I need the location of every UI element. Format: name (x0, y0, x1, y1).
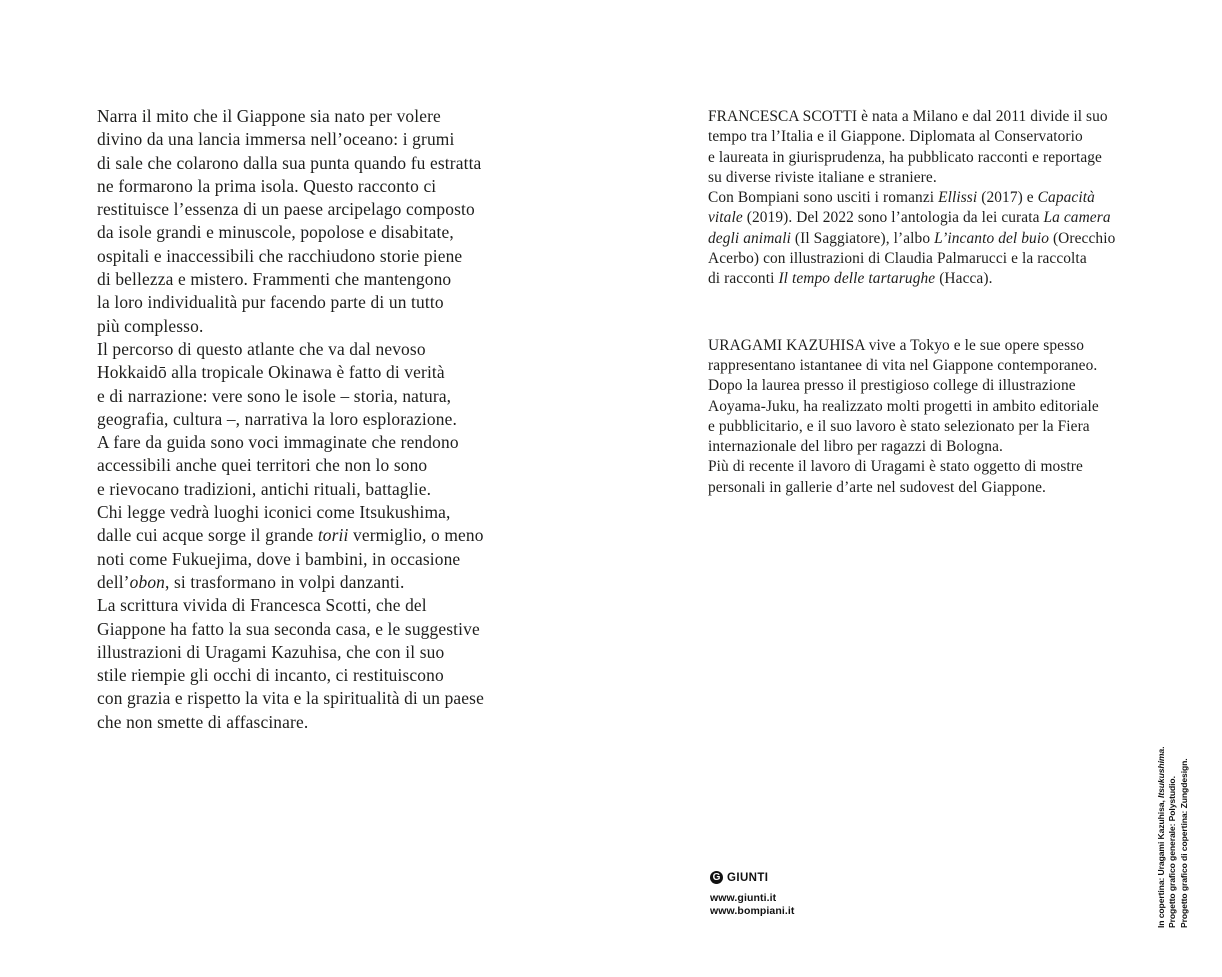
text-line: Narra il mito che il Giappone sia nato per volere (97, 106, 441, 126)
author-bios (708, 107, 1153, 498)
text-line: dalle cui acque sorge il grande torii vermiglio, o meno (97, 525, 484, 546)
text-line: dell’obon, si trasformano in volpi danzanti. (97, 571, 405, 592)
text-line: Acerbo) con illustrazioni di Claudia Palmarucci e la raccolta (708, 250, 1087, 268)
text-line: FRANCESCA SCOTTI è nata a Milano e dal 2011 divide il suo (708, 108, 1108, 125)
text-line: noti come Fukuejima, dove i bambini, in occasione (97, 548, 461, 569)
text-line: con grazia e rispetto la vita e la spiritualità di un paese (97, 688, 484, 709)
text-line: URAGAMI KAZUHISA vive a Tokyo e le sue opere spesso (708, 336, 1085, 354)
text-line: stile riempie gli occhi di incanto, ci restituiscono (97, 665, 444, 686)
text-line: Progetto grafico generale: Polystudio. (1167, 776, 1178, 928)
text-line: vitale (2019). Del 2022 sono l’antologia da lei curata La camera (708, 209, 1111, 227)
text-line: e rievocano tradizioni, antichi rituali, battaglie. (97, 478, 432, 499)
text-line: da isole grandi e minuscole, popolose e disabitate, (97, 222, 454, 243)
text-line: rappresentano istantanee di vita nel Giappone contemporaneo. (708, 356, 1098, 374)
text-line: Il percorso di questo atlante che va dal nevoso (97, 338, 426, 359)
bio-francesca-scotti (708, 107, 1153, 290)
text-line: illustrazioni di Uragami Kazuhisa, che con il suo (97, 641, 445, 662)
text-line: ospitali e inaccessibili che racchiudono storie piene (97, 245, 463, 266)
bio-uragami-kazuhisa (708, 336, 1153, 498)
publisher-name: GIUNTI (727, 871, 769, 884)
text-line: personali in gallerie d’arte nel sudovest del Giappone. (708, 478, 1046, 496)
text-line: restituisce l’essenza di un paese arcipelago composto (97, 199, 475, 220)
text-line: Giappone ha fatto la sua seconda casa, e le suggestive (97, 618, 480, 639)
text-line: divino da una lancia immersa nell’oceano: i grumi (97, 129, 455, 150)
text-line: accessibili anche quei territori che non lo sono (97, 455, 428, 476)
text-line: tempo tra l’Italia e il Giappone. Diplomata al Conservatorio (708, 128, 1083, 146)
text-line: e di narrazione: vere sono le isole – storia, natura, (97, 385, 452, 406)
text-line: Più di recente il lavoro di Uragami è stato oggetto di mostre (708, 458, 1083, 476)
text-line: La scrittura vivida di Francesca Scotti, che del (97, 595, 427, 616)
text-line: Hokkaidō alla tropicale Okinawa è fatto di verità (97, 362, 445, 383)
text-line: più complesso. (97, 315, 204, 336)
text-line: su diverse riviste italiane e straniere. (708, 168, 937, 186)
text-line: Aoyama-Juku, ha realizzato molti progetti in ambito editoriale (708, 397, 1099, 415)
giunti-logo (710, 871, 795, 884)
text-line: Dopo la laurea presso il prestigioso college di illustrazione (708, 377, 1076, 395)
text-line: Con Bompiani sono usciti i romanzi Ellissi (2017) e Capacità (708, 189, 1095, 207)
text-line: la loro individualità pur facendo parte di un tutto (97, 292, 444, 313)
cover-credits-vertical-text (1156, 746, 1190, 928)
text-line: Progetto grafico di copertina: Zungdesign. (1178, 758, 1189, 928)
text-line: Chi legge vedrà luoghi iconici come Itsukushima, (97, 502, 451, 523)
text-line: di sale che colarono dalla sua punta quando fu estratta (97, 152, 482, 173)
publisher-block (710, 871, 795, 918)
publisher-websites (710, 892, 795, 918)
website-giunti: www.giunti.it (710, 892, 777, 904)
synopsis-text (97, 105, 537, 734)
text-line: di racconti Il tempo delle tartarughe (Hacca). (708, 270, 993, 288)
text-line: geografia, cultura –, narrativa la loro esplorazione. (97, 408, 457, 429)
text-line: di bellezza e mistero. Frammenti che mantengono (97, 269, 452, 290)
text-line: e laureata in giurisprudenza, ha pubblicato racconti e reportage (708, 148, 1102, 166)
text-line: che non smette di affascinare. (97, 711, 309, 732)
text-line: A fare da guida sono voci immaginate che rendono (97, 432, 459, 453)
website-bompiani: www.bompiani.it (710, 905, 795, 917)
text-line: degli animali (Il Saggiatore), l’albo L’incanto del buio (Orecchio (708, 229, 1116, 247)
text-line: In copertina: Uragami Kazuhisa, Itsukushima. (1156, 746, 1166, 928)
text-line: ne formarono la prima isola. Questo racconto ci (97, 175, 437, 196)
giunti-logo-icon: G (710, 871, 723, 884)
text-line: e pubblicitario, e il suo lavoro è stato selezionato per la Fiera (708, 417, 1090, 435)
text-line: internazionale del libro per ragazzi di Bologna. (708, 438, 1003, 456)
